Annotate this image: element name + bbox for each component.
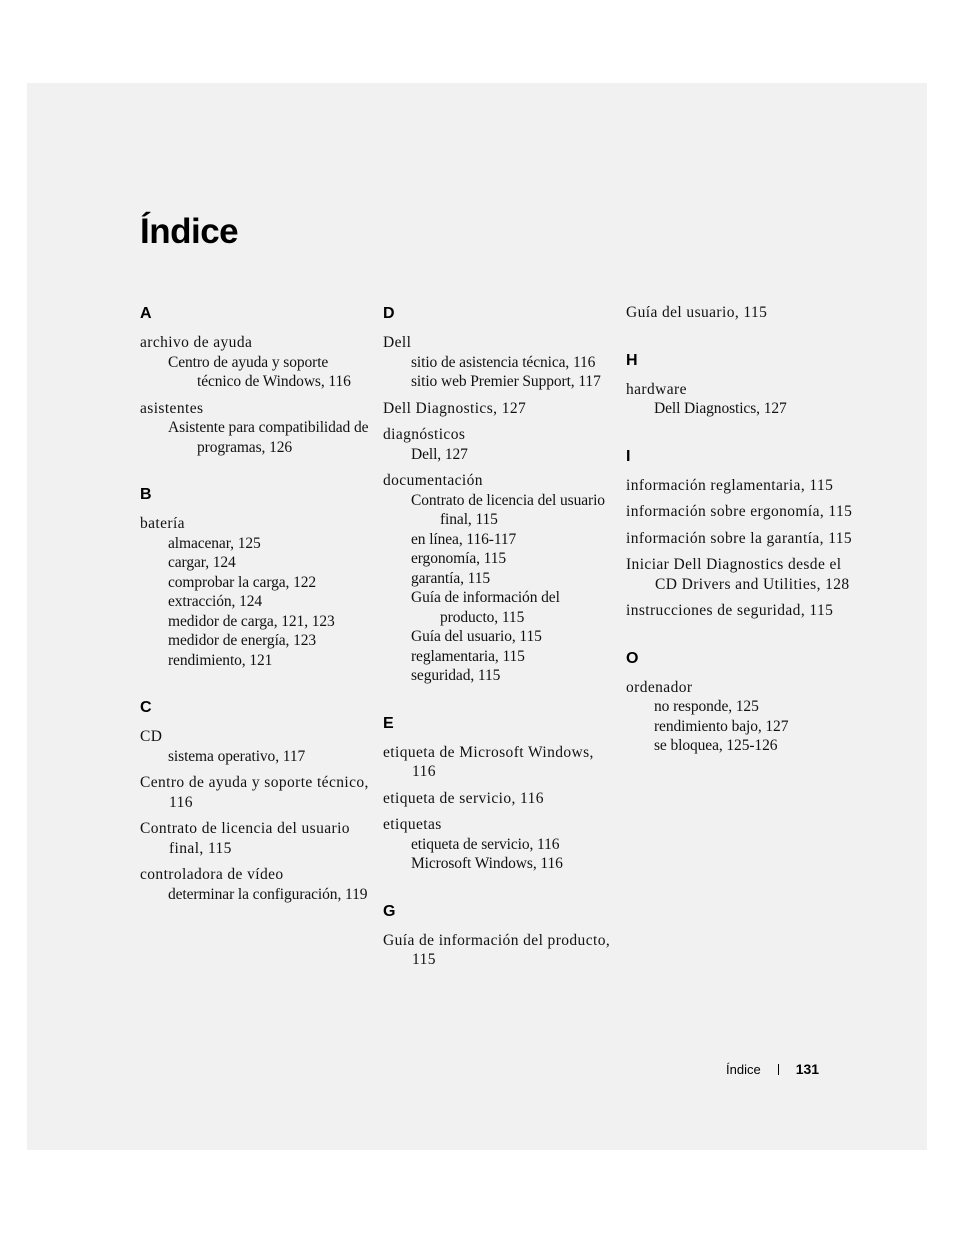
entry-subitem: comprobar la carga, 122: [168, 573, 317, 591]
entry-subitem: Dell Diagnostics, 127: [654, 400, 787, 417]
index-section: [383, 303, 613, 686]
entry-subitem: ergonomía, 115: [411, 550, 507, 567]
index-entry: [383, 333, 613, 392]
entry-heading: asistentes: [140, 399, 204, 417]
index-section: [626, 350, 856, 419]
entry-subitem: sitio de asistencia técnica, 116: [411, 353, 596, 371]
section-letter: A: [140, 305, 152, 322]
entry-heading: información sobre ergonomía, 115: [626, 503, 853, 520]
entry-heading: etiqueta de servicio, 116: [383, 789, 544, 807]
index-entry: [383, 931, 613, 970]
index-column-3: [626, 303, 856, 783]
index-section: [626, 446, 856, 621]
entry-subitem: extracción, 124: [168, 593, 263, 610]
entry-subitem: en línea, 116-117: [411, 530, 517, 548]
section-letter: H: [626, 351, 638, 369]
entry-heading: Centro de ayuda y soporte técnico, 116: [140, 774, 369, 811]
footer-label: Índice: [726, 1062, 761, 1077]
entry-heading: instrucciones de seguridad, 115: [626, 602, 834, 619]
index-entry: [626, 476, 856, 496]
index-entry: [626, 555, 856, 594]
index-entry: [626, 380, 856, 419]
entry-subitem: reglamentaria, 115: [411, 647, 525, 665]
index-entry: [140, 399, 370, 458]
entry-heading: controladora de vídeo: [140, 866, 284, 883]
entry-heading: archivo de ayuda: [140, 334, 253, 351]
index-entry: [140, 865, 370, 904]
entry-heading: hardware: [626, 380, 687, 398]
entry-subitem: rendimiento, 121: [168, 651, 273, 669]
entry-subitem: seguridad, 115: [411, 667, 501, 684]
index-entry: [140, 333, 370, 392]
entry-heading: documentación: [383, 472, 483, 489]
entry-heading: información reglamentaria, 115: [626, 476, 834, 494]
entry-heading: Iniciar Dell Diagnostics desde el CD Drivers and Utilities, 128: [626, 556, 850, 593]
index-entry: [626, 601, 856, 621]
entry-subitem: Contrato de licencia del usuario final, 115: [411, 491, 605, 528]
entry-heading: ordenador: [626, 678, 693, 696]
entry-subitem: medidor de energía, 123: [168, 632, 317, 649]
index-section: [626, 303, 856, 323]
index-entry: [383, 471, 613, 686]
index-section: [140, 484, 370, 670]
section-letter: I: [626, 447, 631, 465]
footer-separator: [778, 1064, 779, 1075]
index-entry: [140, 819, 370, 858]
entry-heading: CD: [140, 728, 163, 745]
index-entry: [383, 789, 613, 809]
entry-subitem: Asistente para compatibilidad de programas, 126: [168, 419, 369, 456]
index-section: [383, 901, 613, 970]
index-entry: [626, 502, 856, 522]
entry-heading: diagnósticos: [383, 426, 466, 443]
entry-subitem: no responde, 125: [654, 698, 759, 715]
entry-heading: Dell Diagnostics, 127: [383, 399, 527, 417]
entry-heading: Dell: [383, 334, 412, 351]
entry-subitem: garantía, 115: [411, 569, 491, 587]
index-column-2: [383, 303, 613, 997]
section-letter: C: [140, 699, 152, 716]
page-title: Índice: [140, 212, 239, 251]
index-section: [140, 697, 370, 904]
section-letter: G: [383, 902, 396, 920]
index-entry: [140, 514, 370, 670]
entry-heading: Contrato de licencia del usuario final, 115: [140, 820, 350, 857]
index-column-1: [140, 303, 370, 931]
index-entry: [626, 303, 856, 323]
index-entry: [383, 425, 613, 464]
entry-heading: Guía de información del producto, 115: [383, 931, 611, 968]
entry-subitem: se bloquea, 125-126: [654, 737, 778, 754]
index-entry: [383, 743, 613, 782]
entry-heading: batería: [140, 515, 185, 532]
index-section: [140, 303, 370, 457]
entry-heading: información sobre la garantía, 115: [626, 529, 853, 547]
entry-subitem: Centro de ayuda y soporte técnico de Windows, 116: [168, 353, 351, 390]
entry-heading: etiqueta de Microsoft Windows, 116: [383, 743, 594, 780]
page-number: 131: [795, 1061, 820, 1077]
entry-subitem: sitio web Premier Support, 117: [411, 373, 601, 390]
section-letter: D: [383, 305, 395, 322]
page-footer: [726, 1061, 819, 1077]
index-section: [383, 713, 613, 874]
index-entry: [383, 399, 613, 419]
index-entry: [383, 815, 613, 874]
entry-subitem: Guía de información del producto, 115: [411, 589, 560, 626]
entry-subitem: almacenar, 125: [168, 534, 261, 552]
entry-subitem: Guía del usuario, 115: [411, 628, 542, 645]
entry-subitem: medidor de carga, 121, 123: [168, 612, 335, 630]
entry-subitem: Microsoft Windows, 116: [411, 855, 563, 872]
section-letter: B: [140, 486, 152, 503]
entry-subitem: cargar, 124: [168, 554, 236, 571]
entry-heading: etiquetas: [383, 816, 442, 833]
entry-subitem: Dell, 127: [411, 445, 468, 463]
section-letter: E: [383, 714, 394, 732]
index-entry: [140, 773, 370, 812]
index-entry: [626, 529, 856, 549]
index-section: [626, 648, 856, 756]
entry-subitem: determinar la configuración, 119: [168, 885, 368, 903]
index-entry: [140, 727, 370, 766]
entry-subitem: sistema operativo, 117: [168, 747, 306, 765]
section-letter: O: [626, 649, 639, 667]
entry-subitem: etiqueta de servicio, 116: [411, 835, 560, 853]
entry-subitem: rendimiento bajo, 127: [654, 717, 789, 735]
index-entry: [626, 678, 856, 756]
entry-heading: Guía del usuario, 115: [626, 304, 768, 321]
